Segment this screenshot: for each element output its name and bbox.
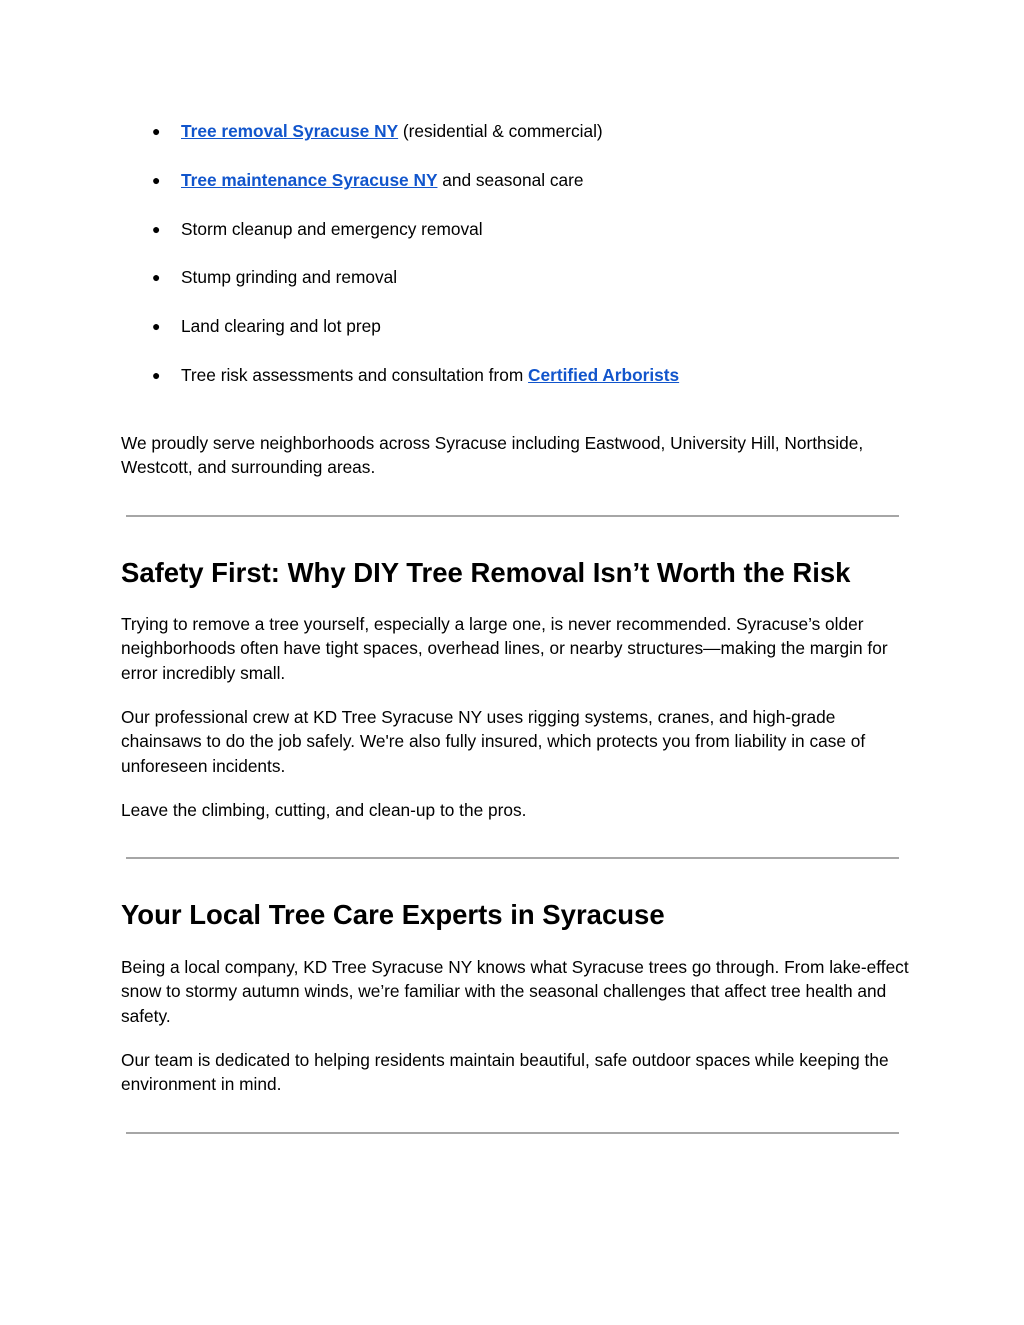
tree-maintenance-link[interactable]: Tree maintenance Syracuse NY xyxy=(181,169,438,190)
list-item xyxy=(120,312,920,361)
section-divider xyxy=(126,1132,899,1134)
safety-paragraph-1: Trying to remove a tree yourself, especially a large one, is never recommended. Syracuse’s older neighborhoods often have tight spaces, overhead lines, or nearby structures—making the margin for error incredibly small. xyxy=(121,614,888,683)
tree-removal-link[interactable]: Tree removal Syracuse NY xyxy=(181,121,399,141)
certified-arborists-link[interactable]: Certified Arborists xyxy=(528,364,680,385)
list-item xyxy=(120,361,920,410)
list-item xyxy=(120,215,920,264)
bullet-icon: ● xyxy=(152,123,161,139)
intro-paragraph: We proudly serve neighborhoods across Syracuse including Eastwood, University Hill, Northside, Westcott, and surrounding areas. xyxy=(121,433,864,478)
bullet-icon: ● xyxy=(152,366,161,383)
list-item-text: Storm cleanup and emergency removal xyxy=(181,218,483,239)
safety-paragraph-2: Our professional crew at KD Tree Syracuse NY uses rigging systems, cranes, and high-grade chainsaws to do the job safely. We're also fully insured, which protects you from liability in case of unforeseen incidents. xyxy=(121,707,866,776)
local-heading: Your Local Tree Care Experts in Syracuse xyxy=(121,899,665,930)
local-paragraph-2: Our team is dedicated to helping residents maintain beautiful, safe outdoor spaces while keeping the environment in mind. xyxy=(121,1050,889,1095)
safety-heading: Safety First: Why DIY Tree Removal Isn’t Worth the Risk xyxy=(121,557,851,588)
list-item-text: (residential & commercial) xyxy=(398,121,603,141)
bullet-icon: ● xyxy=(152,269,161,286)
section-divider xyxy=(126,857,899,859)
safety-paragraph-3: Leave the climbing, cutting, and clean-up to the pros. xyxy=(121,800,527,820)
list-item-text: Land clearing and lot prep xyxy=(181,316,381,337)
list-item xyxy=(120,166,920,215)
list-item xyxy=(120,117,920,166)
list-item xyxy=(120,263,920,312)
services-list xyxy=(120,117,920,410)
bullet-icon: ● xyxy=(152,171,161,188)
list-item-text: Stump grinding and removal xyxy=(181,267,398,288)
list-item-text: and seasonal care xyxy=(437,169,584,190)
list-item-text: Tree risk assessments and consultation from xyxy=(181,364,529,385)
local-paragraph-1: Being a local company, KD Tree Syracuse NY knows what Syracuse trees go through. From lake-effect snow to stormy autumn winds, we’re familiar with the seasonal challenges that affect tree health and safety. xyxy=(121,957,909,1026)
bullet-icon: ● xyxy=(152,220,161,237)
bullet-icon: ● xyxy=(152,318,161,335)
section-divider xyxy=(126,515,899,517)
